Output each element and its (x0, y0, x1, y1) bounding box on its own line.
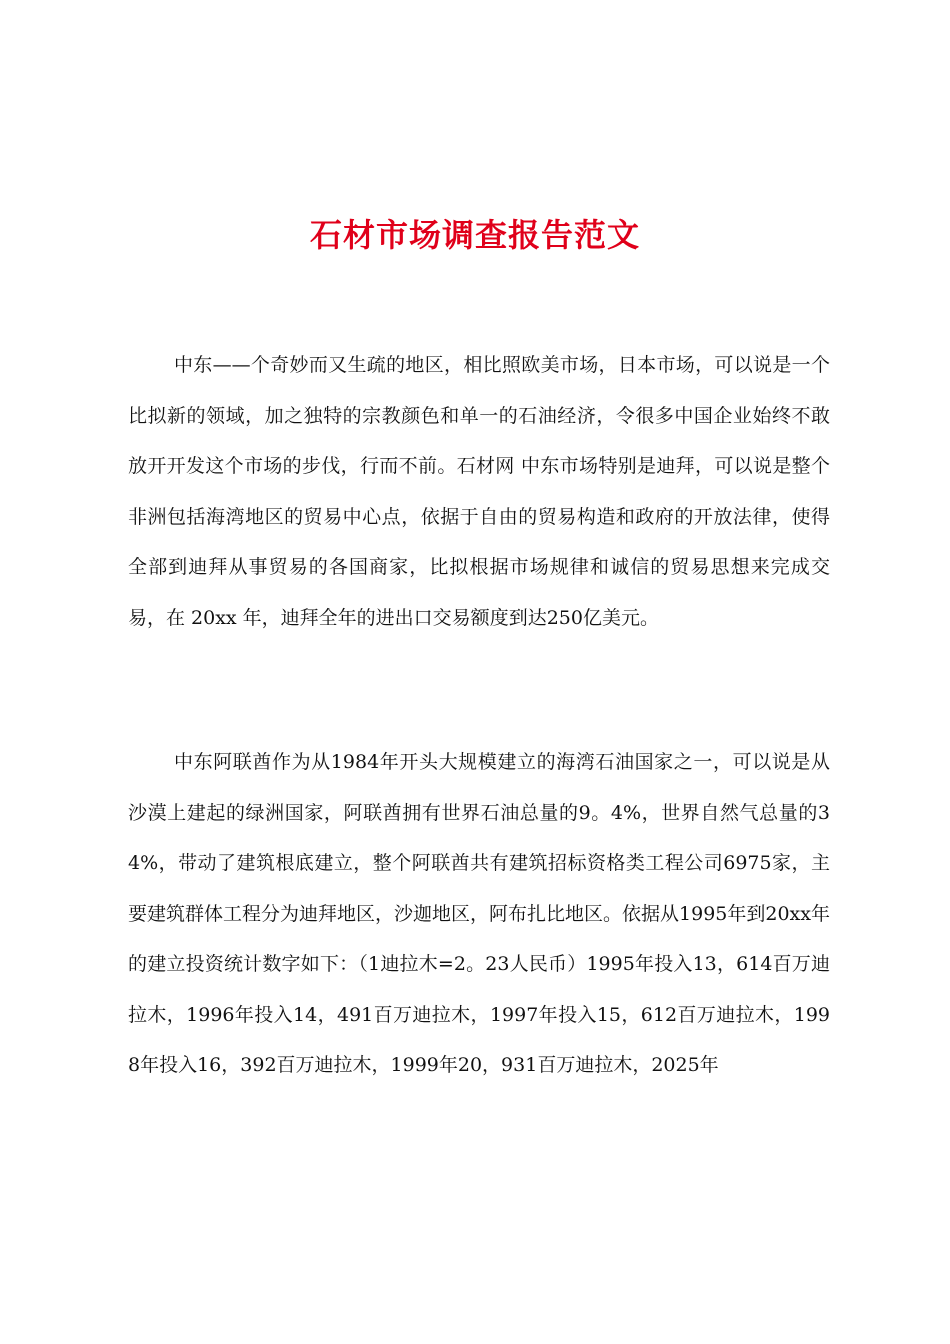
document-title: 石材市场调查报告范文 (309, 216, 640, 254)
paragraph-dubai-market: 中东——个奇妙而又生疏的地区，相比照欧美市场，日本市场，可以说是一个比拟新的领域，加之独特的宗教颜色和单一的石油经济，令很多中国企业始终不敢放开开发这个市场的步伐，行而不前。石材网 中东市场特别是迪拜，可以说是整个非洲包括海湾地区的贸易中心点，依据于自由的贸易构造和政府的开放法律，使得全部到迪拜从事贸易的各国商家，比拟根据市场规律和诚信的贸易思想来完成交易，在 20xx 年，迪拜全年的进出口交易额度到达250亿美元。 (128, 354, 830, 629)
paragraph-uae-construction: 中东阿联酋作为从1984年开头大规模建立的海湾石油国家之一，可以说是从沙漠上建起的绿洲国家，阿联酋拥有世界石油总量的9。4%，世界自然气总量的34%，带动了建筑根底建立，整个阿联酋共有建筑招标资格类工程公司6975家，主要建筑群体工程分为迪拜地区，沙迦地区，阿布扎比地区。依据从1995年到20xx年的建立投资统计数字如下：（1迪拉木=2。23人民币）1995年投入13，614百万迪拉木，1996年投入14，491百万迪拉木，1997年投入15，612百万迪拉木，1998年投入16，392百万迪拉木，1999年20，931百万迪拉木，2025年 (128, 751, 830, 1076)
